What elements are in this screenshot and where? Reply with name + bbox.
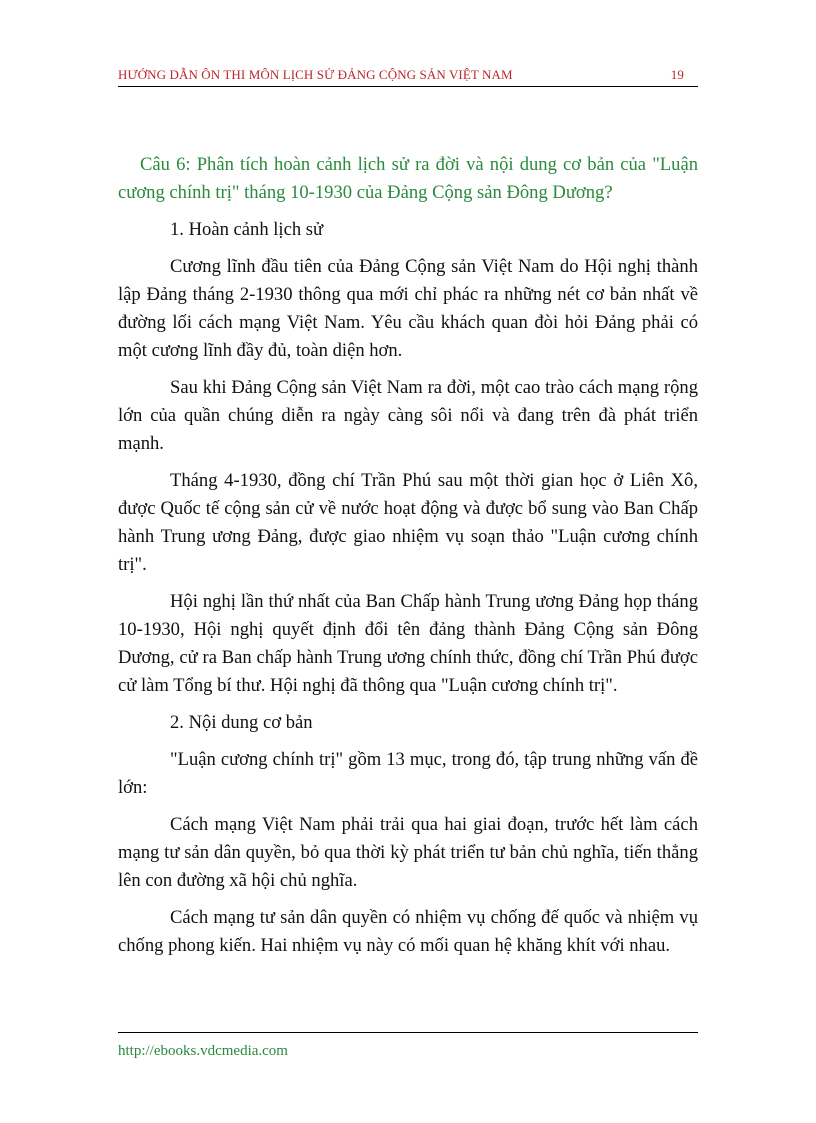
- header-title: HƯỚNG DẪN ÔN THI MÔN LỊCH SỬ ĐẢNG CỘNG SẢN VIỆT NAM: [118, 67, 513, 82]
- question-heading: Câu 6: Phân tích hoàn cảnh lịch sử ra đời và nội dung cơ bản của "Luận cương chính trị" tháng 10-1930 của Đảng Cộng sản Đông Dương?: [118, 154, 698, 203]
- body-text: [118, 151, 698, 969]
- page-number: 19: [670, 67, 684, 82]
- footer-divider: [118, 1032, 698, 1033]
- section-heading-1: 1. Hoàn cảnh lịch sử: [170, 219, 324, 240]
- paragraph: Tháng 4-1930, đồng chí Trần Phú sau một thời gian học ở Liên Xô, được Quốc tế cộng sản cử về nước hoạt động và được bổ sung vào Ban Chấp hành Trung ương Đảng, được giao nhiệm vụ soạn thảo "Luận cương chính trị".: [118, 470, 698, 575]
- paragraph: Cương lĩnh đầu tiên của Đảng Cộng sản Việt Nam do Hội nghị thành lập Đảng tháng 2-1930 thông qua mới chỉ phác ra những nét cơ bản nhất về đường lối cách mạng Việt Nam. Yêu cầu khách quan đòi hỏi Đảng phải có một cương lĩnh đầy đủ, toàn diện hơn.: [118, 256, 698, 361]
- footer-url[interactable]: http://ebooks.vdcmedia.com: [118, 1043, 288, 1059]
- section-heading-2: 2. Nội dung cơ bản: [170, 712, 313, 733]
- paragraph: Cách mạng tư sản dân quyền có nhiệm vụ chống đế quốc và nhiệm vụ chống phong kiến. Hai nhiệm vụ này có mối quan hệ khăng khít với nhau.: [118, 907, 698, 956]
- paragraph: Cách mạng Việt Nam phải trải qua hai giai đoạn, trước hết làm cách mạng tư sản dân quyền, bỏ qua thời kỳ phát triển tư bản chủ nghĩa, tiến thẳng lên con đường xã hội chủ nghĩa.: [118, 814, 698, 891]
- paragraph: Sau khi Đảng Cộng sản Việt Nam ra đời, một cao trào cách mạng rộng lớn của quần chúng diễn ra ngày càng sôi nổi và đang trên đà phát triển mạnh.: [118, 377, 698, 454]
- running-header: [118, 64, 698, 87]
- paragraph: Hội nghị lần thứ nhất của Ban Chấp hành Trung ương Đảng họp tháng 10-1930, Hội nghị quyết định đổi tên đảng thành Đảng Cộng sản Đông Dương, cử ra Ban chấp hành Trung ương chính thức, đồng chí Trần Phú được cử làm Tổng bí thư. Hội nghị đã thông qua "Luận cương chính trị".: [118, 591, 698, 696]
- paragraph: "Luận cương chính trị" gồm 13 mục, trong đó, tập trung những vấn đề lớn:: [118, 749, 698, 798]
